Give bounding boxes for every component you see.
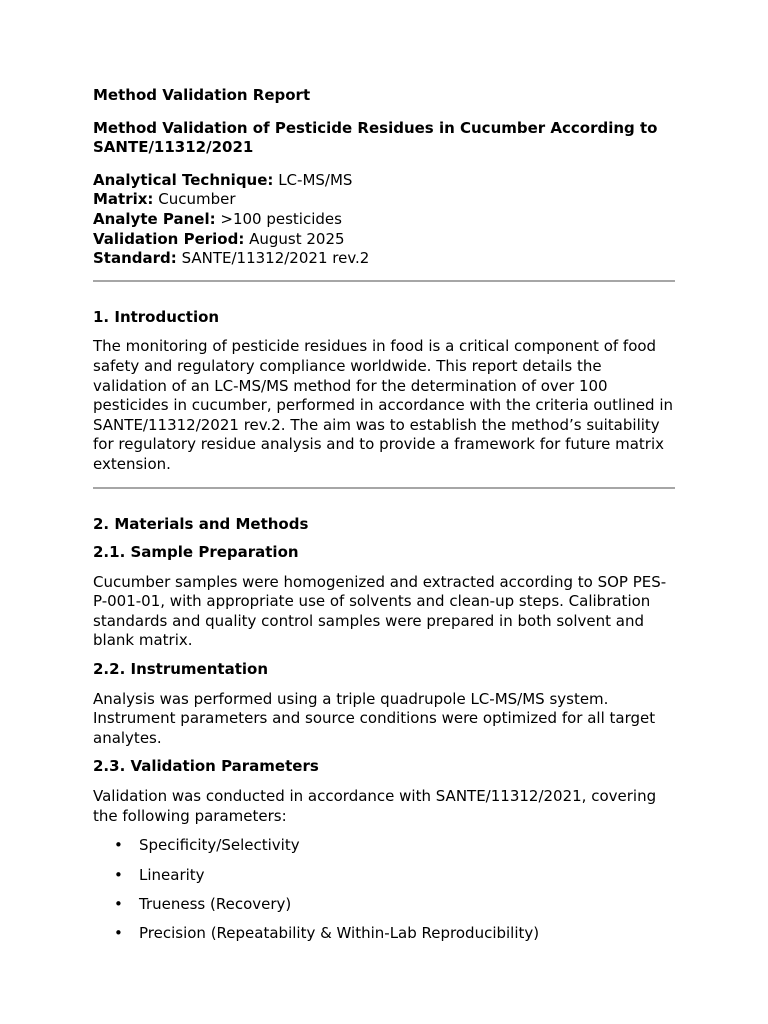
- bullet-icon: •: [114, 895, 123, 913]
- meta-standard: [93, 249, 675, 269]
- list-item-text: Trueness (Recovery): [139, 895, 292, 913]
- section-divider: [93, 280, 675, 282]
- report-metadata: [93, 171, 675, 269]
- report-title: Method Validation of Pesticide Residues in Cucumber According to SANTE/11312/2021: [93, 118, 658, 157]
- validation-parameters-paragraph: Validation was conducted in accordance with SANTE/11312/2021, covering the following parameters:: [93, 787, 657, 825]
- list-item: [114, 836, 675, 856]
- list-item-text: Precision (Repeatability & Within-Lab Reproducibility): [139, 924, 540, 943]
- meta-key: Standard:: [93, 249, 177, 268]
- materials-methods-heading: 2. Materials and Methods: [93, 514, 309, 533]
- validation-parameters-list: [93, 836, 675, 944]
- introduction-paragraph: The monitoring of pesticide residues in food is a critical component of food safety and regulatory compliance worldwide. This report details the validation of an LC-MS/MS method for the determination of over 100 pesticides in cucumber, performed in accordance with the criteria outlined in SANTE/11312/2021 rev.2. The aim was to establish the method’s suitability for regulatory residue analysis and to provide a framework for future matrix extension.: [93, 337, 674, 473]
- meta-value: LC-MS/MS: [278, 170, 353, 189]
- report-label: Method Validation Report: [93, 86, 311, 104]
- bullet-icon: •: [114, 865, 123, 884]
- sample-preparation-heading: 2.1. Sample Preparation: [93, 543, 299, 562]
- meta-value: >100 pesticides: [220, 209, 342, 228]
- validation-parameters-heading: 2.3. Validation Parameters: [93, 757, 319, 776]
- meta-analyte-panel: [93, 210, 675, 230]
- meta-key: Validation Period:: [93, 229, 245, 248]
- list-item-text: Linearity: [139, 865, 205, 884]
- introduction-heading: 1. Introduction: [93, 307, 220, 326]
- meta-analytical-technique: [93, 171, 675, 191]
- meta-key: Analyte Panel:: [93, 209, 216, 228]
- meta-matrix: [93, 190, 675, 210]
- instrumentation-heading: 2.2. Instrumentation: [93, 660, 268, 679]
- meta-key: Analytical Technique:: [93, 170, 274, 189]
- meta-value: SANTE/11312/2021 rev.2: [181, 249, 370, 268]
- meta-validation-period: [93, 230, 675, 250]
- meta-value: Cucumber: [158, 190, 236, 209]
- instrumentation-paragraph: Analysis was performed using a triple quadrupole LC-MS/MS system. Instrument parameters and source conditions were optimized for all target analytes.: [93, 689, 656, 747]
- list-item: [114, 865, 675, 886]
- list-item: [114, 924, 675, 944]
- list-item: [114, 895, 675, 915]
- bullet-icon: •: [114, 924, 123, 943]
- bullet-icon: •: [114, 836, 123, 855]
- meta-value: August 2025: [249, 229, 345, 248]
- list-item-text: Specificity/Selectivity: [139, 836, 300, 855]
- section-divider: [93, 487, 675, 489]
- sample-preparation-paragraph: Cucumber samples were homogenized and extracted according to SOP PES-P-001-01, with appropriate use of solvents and clean-up steps. Calibration standards and quality control samples were prepared in both solvent and blank matrix.: [93, 572, 667, 650]
- meta-key: Matrix:: [93, 190, 154, 209]
